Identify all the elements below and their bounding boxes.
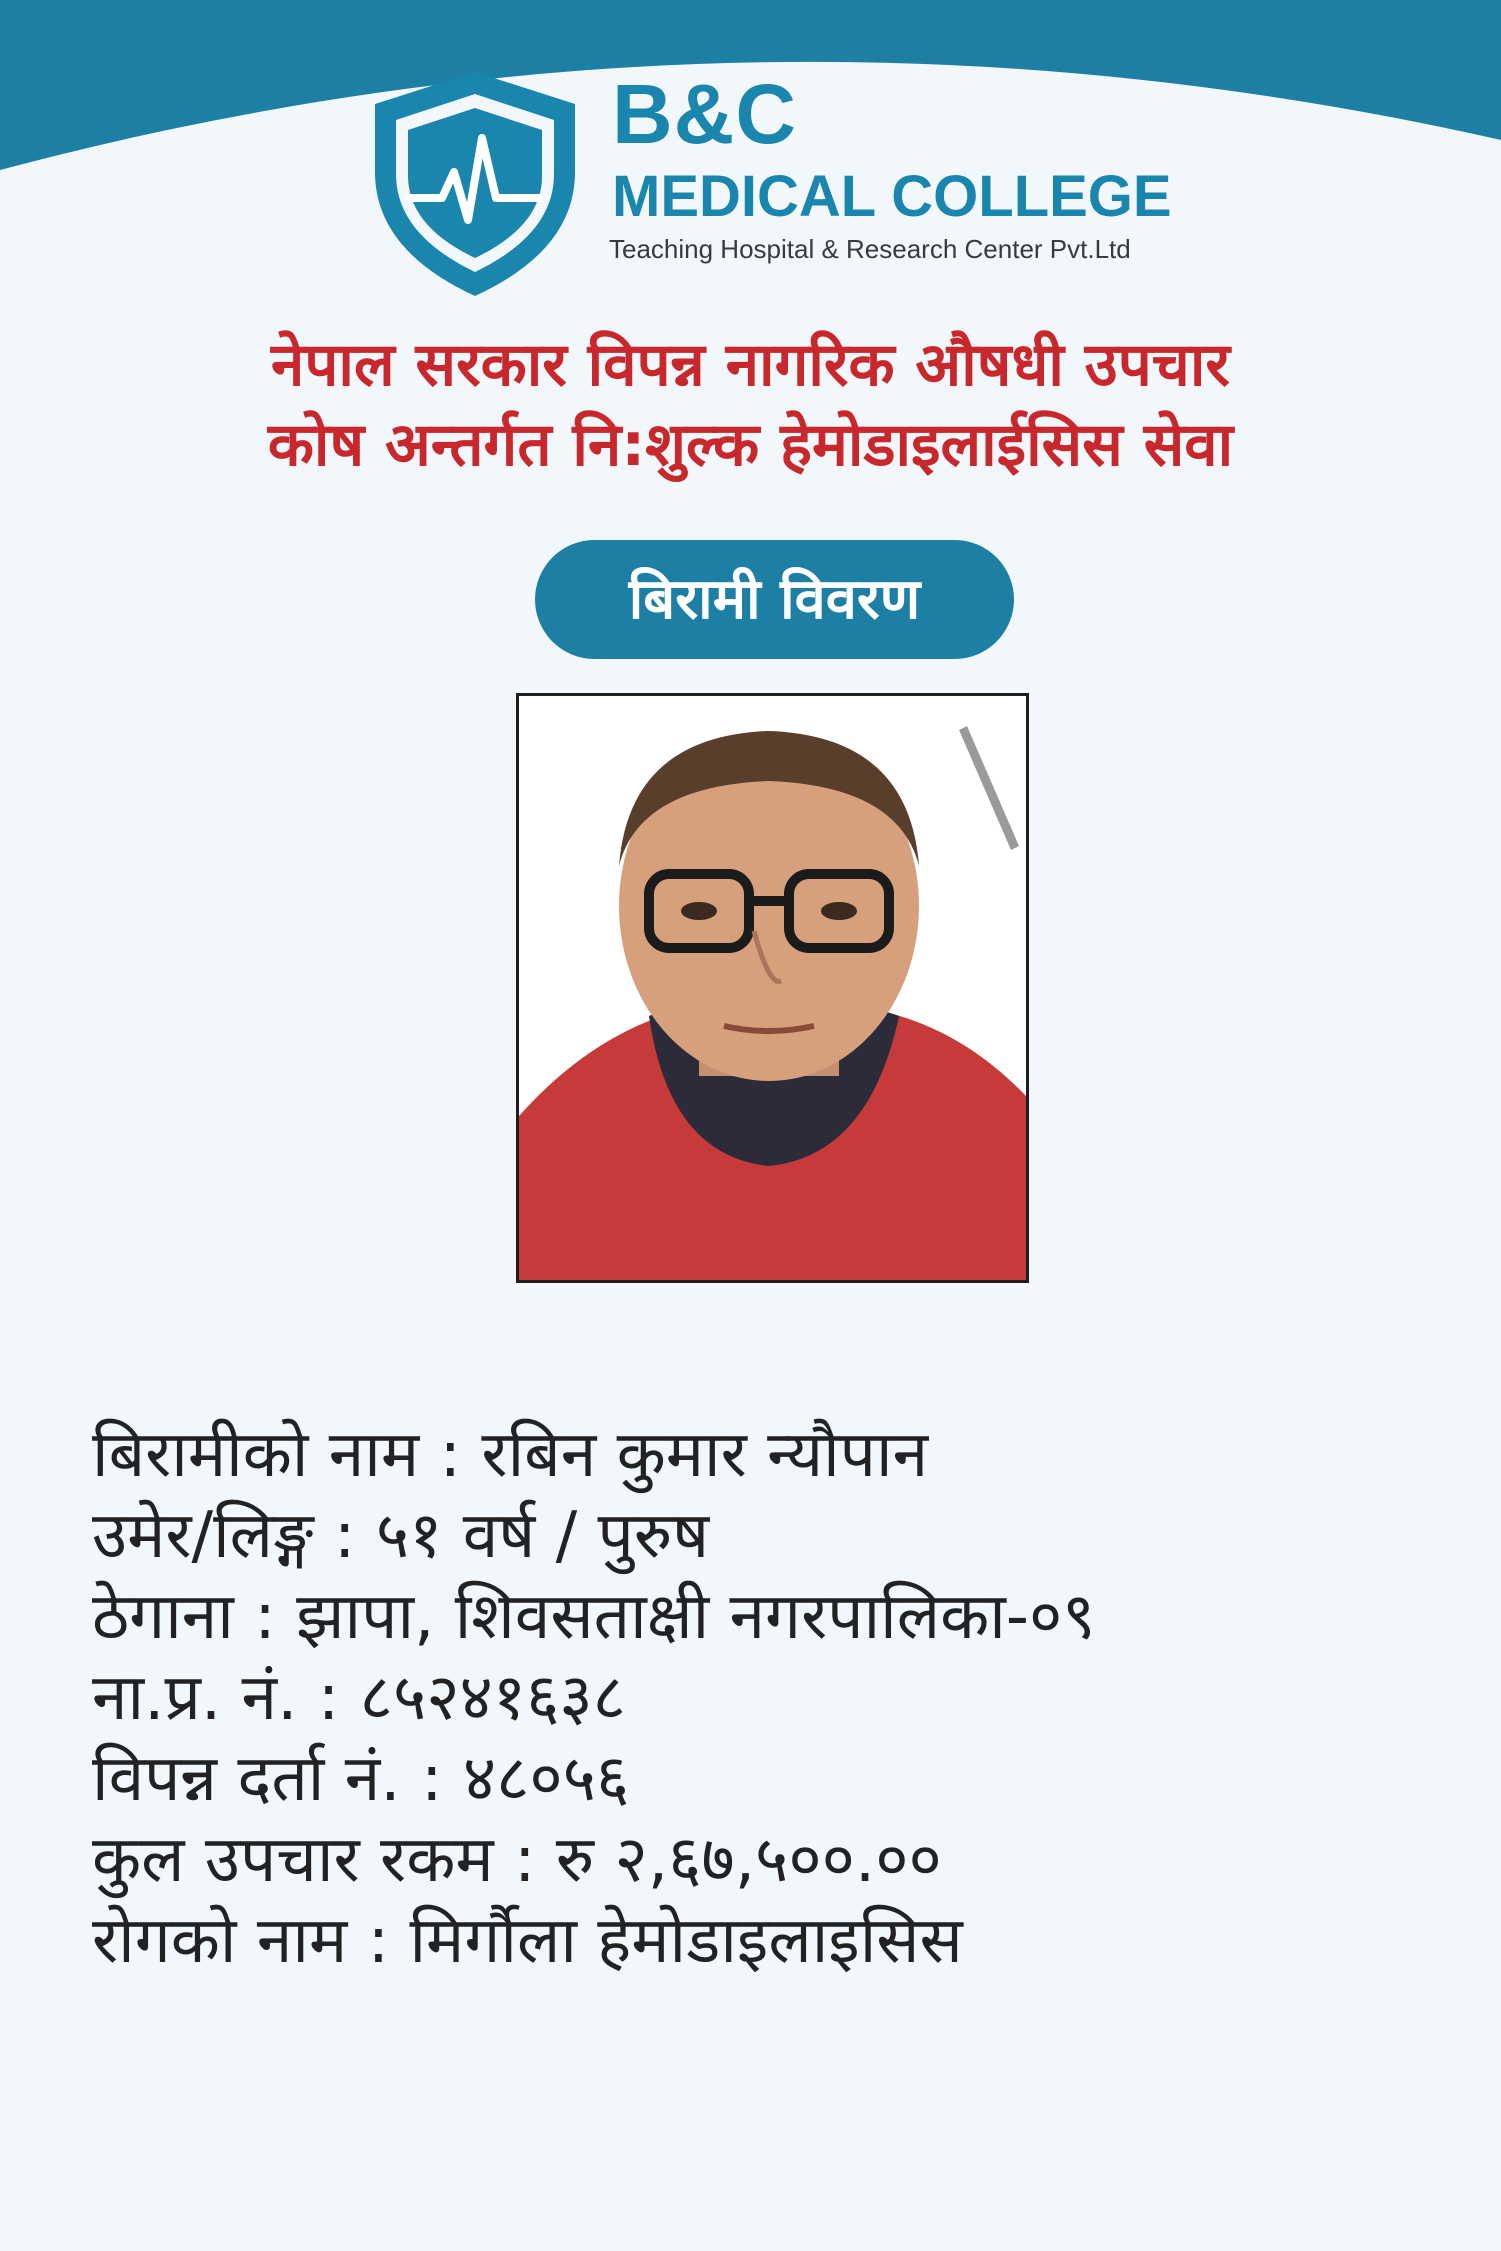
section-title: बिरामी विवरण <box>628 566 921 632</box>
section-title-badge <box>535 540 1014 659</box>
shield-heartbeat-icon <box>370 68 580 300</box>
detail-label: उमेर/लिङ्ग <box>92 1499 314 1573</box>
detail-value: रबिन कुमार न्यौपान <box>481 1418 929 1492</box>
detail-label: बिरामीको नाम <box>92 1418 420 1492</box>
detail-label: ठेगाना <box>92 1580 234 1654</box>
detail-value: मिर्गौला हेमोडाइलाइसिस <box>409 1904 963 1978</box>
detail-value: ४८०५६ <box>462 1742 630 1816</box>
detail-label: ना.प्र. नं. <box>92 1661 298 1735</box>
detail-row-citizenship-no: ना.प्र. नं. : ८५२४१६३८ <box>92 1661 626 1735</box>
detail-label: कुल उपचार रकम <box>92 1823 494 1897</box>
detail-row-address: ठेगाना : झापा, शिवसताक्षी नगरपालिका-०९ <box>92 1580 1096 1654</box>
detail-value: रु २,६७,५००.०० <box>555 1823 942 1897</box>
brand-college: MEDICAL COLLEGE <box>612 164 1172 229</box>
detail-row-disease: रोगको नाम : मिर्गौला हेमोडाइलाइसिस <box>92 1904 963 1978</box>
patient-portrait-icon <box>519 696 1026 1280</box>
detail-row-age-gender: उमेर/लिङ्ग : ५१ वर्ष / पुरुष <box>92 1499 710 1573</box>
detail-label: विपन्न दर्ता नं. <box>92 1742 401 1816</box>
brand-subtitle: Teaching Hospital & Research Center Pvt.Ltd <box>609 234 1131 264</box>
detail-value: झापा, शिवसताक्षी नगरपालिका-०९ <box>296 1580 1096 1654</box>
detail-value: ५१ वर्ष / पुरुष <box>375 1499 710 1573</box>
patient-details <box>92 1415 1472 1982</box>
detail-row-registration-no: विपन्न दर्ता नं. : ४८०५६ <box>92 1742 630 1816</box>
headline-line-2: कोष अन्तर्गत नि:शुल्क हेमोडाइलाईसिस सेवा <box>267 410 1234 480</box>
patient-photo <box>516 693 1029 1283</box>
detail-label: रोगको नाम <box>92 1904 348 1978</box>
detail-row-name: बिरामीको नाम : रबिन कुमार न्यौपान <box>92 1418 929 1492</box>
headline-line-1: नेपाल सरकार विपन्न नागरिक औषधी उपचार <box>271 330 1230 400</box>
detail-value: ८५२४१६३८ <box>359 1661 626 1735</box>
brand-name: B&C <box>612 67 797 161</box>
detail-row-total-amount: कुल उपचार रकम : रु २,६७,५००.०० <box>92 1823 942 1897</box>
